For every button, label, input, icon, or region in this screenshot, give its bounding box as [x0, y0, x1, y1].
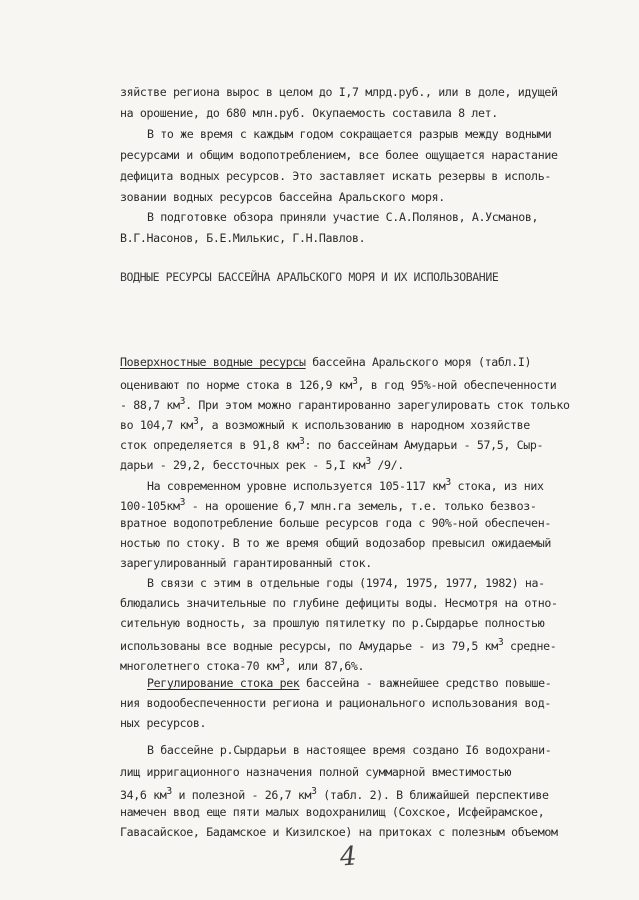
body-line-11: зарегулированный гарантированный сток. [120, 556, 372, 570]
body-line-6-b: /9/. [370, 457, 404, 472]
superscript: 3 [179, 497, 186, 508]
superscript: 3 [365, 456, 371, 467]
body-line-3-b: . При этом можно гарантированно зарегулировать сток только [185, 397, 570, 412]
body-line-6 [120, 455, 404, 472]
body-line-24: Гавасайское, Бадамское и Кизилское) на притоках с полезным объемом [120, 825, 558, 839]
intro-line-5: дефицита водных ресурсов. Это заставляет искать резервы в исполь- [120, 169, 551, 183]
superscript: 3 [311, 786, 317, 797]
term-surface-water: Поверхностные водные ресурсы [120, 355, 306, 369]
intro-line-7: В подготовке обзора приняли участие С.А.Полянов, А.Усманов, [147, 210, 539, 224]
body-line-15-b: средне- [503, 638, 557, 653]
superscript: 3 [179, 396, 186, 407]
term-flow-regulation: Регулирование стока рек [147, 676, 300, 690]
superscript: 3 [166, 786, 172, 797]
body-line-16-b: , или 87,6%. [284, 658, 365, 673]
body-line-19: ных ресурсов. [120, 716, 207, 730]
intro-line-4: ресурсами и общим водопотреблением, все более ощущается нарастание [120, 148, 558, 162]
superscript: 3 [497, 637, 504, 648]
body-line-7-a: На современном уровне используется 105-117 км [147, 478, 446, 493]
body-line-4-b: , а возможный к использованию в народном хозяйстве [198, 417, 530, 432]
body-line-22-b: и полезной - 26,7 км [171, 787, 312, 802]
body-line-13: блюдались значительные по глубине дефициты воды. Несмотря на отно- [120, 596, 558, 610]
body-line-2-b: , в год 95%-ной обеспеченности [357, 377, 557, 392]
section-title: ВОДНЫЕ РЕСУРСЫ БАССЕЙНА АРАЛЬСКОГО МОРЯ И ИХ ИСПОЛЬЗОВАНИЕ [120, 270, 499, 284]
body-line-4-a: во 104,7 км [120, 417, 193, 432]
body-line-2-a: оценивают по норме стока в 126,9 км [120, 377, 353, 392]
body-line-16-a: многолетнего стока-70 км [120, 658, 280, 673]
superscript: 3 [192, 416, 199, 427]
body-line-22-a: 34,6 км [120, 787, 167, 802]
body-line-3-a: - 88,7 км [120, 397, 180, 412]
superscript: 3 [279, 657, 285, 668]
body-line-23: намечен ввод еще пяти малых водохранилищ (Сохское, Исфейрамское, [120, 805, 545, 819]
body-line-12: В связи с этим в отдельные годы (1974, 1975, 1977, 1982) на- [147, 576, 545, 590]
body-line-8-a: 100-105км [120, 498, 180, 513]
body-line-6-a: дарьи - 29,2, бессточных рек - 5,I км [120, 457, 366, 472]
body-line-22-c: (табл. 2). В ближайшей перспективе [316, 787, 549, 802]
body-line-14: сительную водность, за прошлую пятилетку по р.Сырдарье полностью [120, 616, 545, 630]
body-line-22 [120, 785, 549, 802]
intro-line-3: В то же время с каждым годом сокращается разрыв между водными [147, 127, 552, 141]
body-line-5-a: сток определяется в 91,8 км [120, 437, 300, 452]
body-line-20: В бассейне р.Сырдарьи в настоящее время создано I6 водохрани- [147, 743, 552, 757]
intro-line-1: зяйстве региона вырос в целом до I,7 млрд.руб., или в доле, идущей [120, 85, 558, 99]
body-line-8-b: - на орошение 6,7 млн.га земель, т.е. только безвоз- [185, 498, 537, 513]
body-line-17-rest: бассейна - важнейшее средство повыше- [299, 676, 552, 690]
intro-line-8: В.Г.Насонов, Б.Е.Милькис, Г.Н.Павлов. [120, 231, 366, 245]
superscript: 3 [352, 376, 358, 387]
body-line-1-rest: бассейна Аральского моря (табл.I) [305, 355, 532, 369]
body-line-18: ния водообеспеченности региона и рационального использования вод- [120, 696, 551, 710]
body-line-2 [120, 375, 556, 392]
body-line-15-a: использованы все водные ресурсы, по Амударье - из 79,5 км [120, 638, 498, 653]
body-line-3 [120, 395, 570, 412]
body-line-9: вратное водопотребление больше ресурсов года с 90%-ной обеспечен- [120, 516, 551, 530]
body-line-7-b: стока, из них [450, 478, 544, 493]
body-line-4 [120, 415, 530, 432]
body-line-10: ностью по стоку. В то же время общий водозабор превысил ожидаемый [120, 536, 551, 550]
body-line-17 [147, 676, 551, 690]
body-line-15 [120, 636, 556, 653]
body-line-7 [147, 476, 544, 493]
body-line-5 [120, 435, 543, 452]
superscript: 3 [299, 436, 305, 447]
intro-line-6: зовании водных ресурсов бассейна Аральского моря. [120, 190, 445, 204]
intro-line-2: на орошение, до 680 млн.руб. Окупаемость составила 8 лет. [120, 106, 498, 120]
body-line-5-b: : по бассейнам Амударьи - 57,5, Сыр- [304, 437, 544, 452]
page-number: 4 [338, 841, 358, 873]
body-line-8 [120, 496, 537, 513]
body-line-21: лищ ирригационного назначения полной суммарной вместимостью [120, 765, 512, 779]
body-line-1 [120, 355, 531, 369]
body-line-16 [120, 656, 364, 673]
superscript: 3 [445, 477, 451, 488]
